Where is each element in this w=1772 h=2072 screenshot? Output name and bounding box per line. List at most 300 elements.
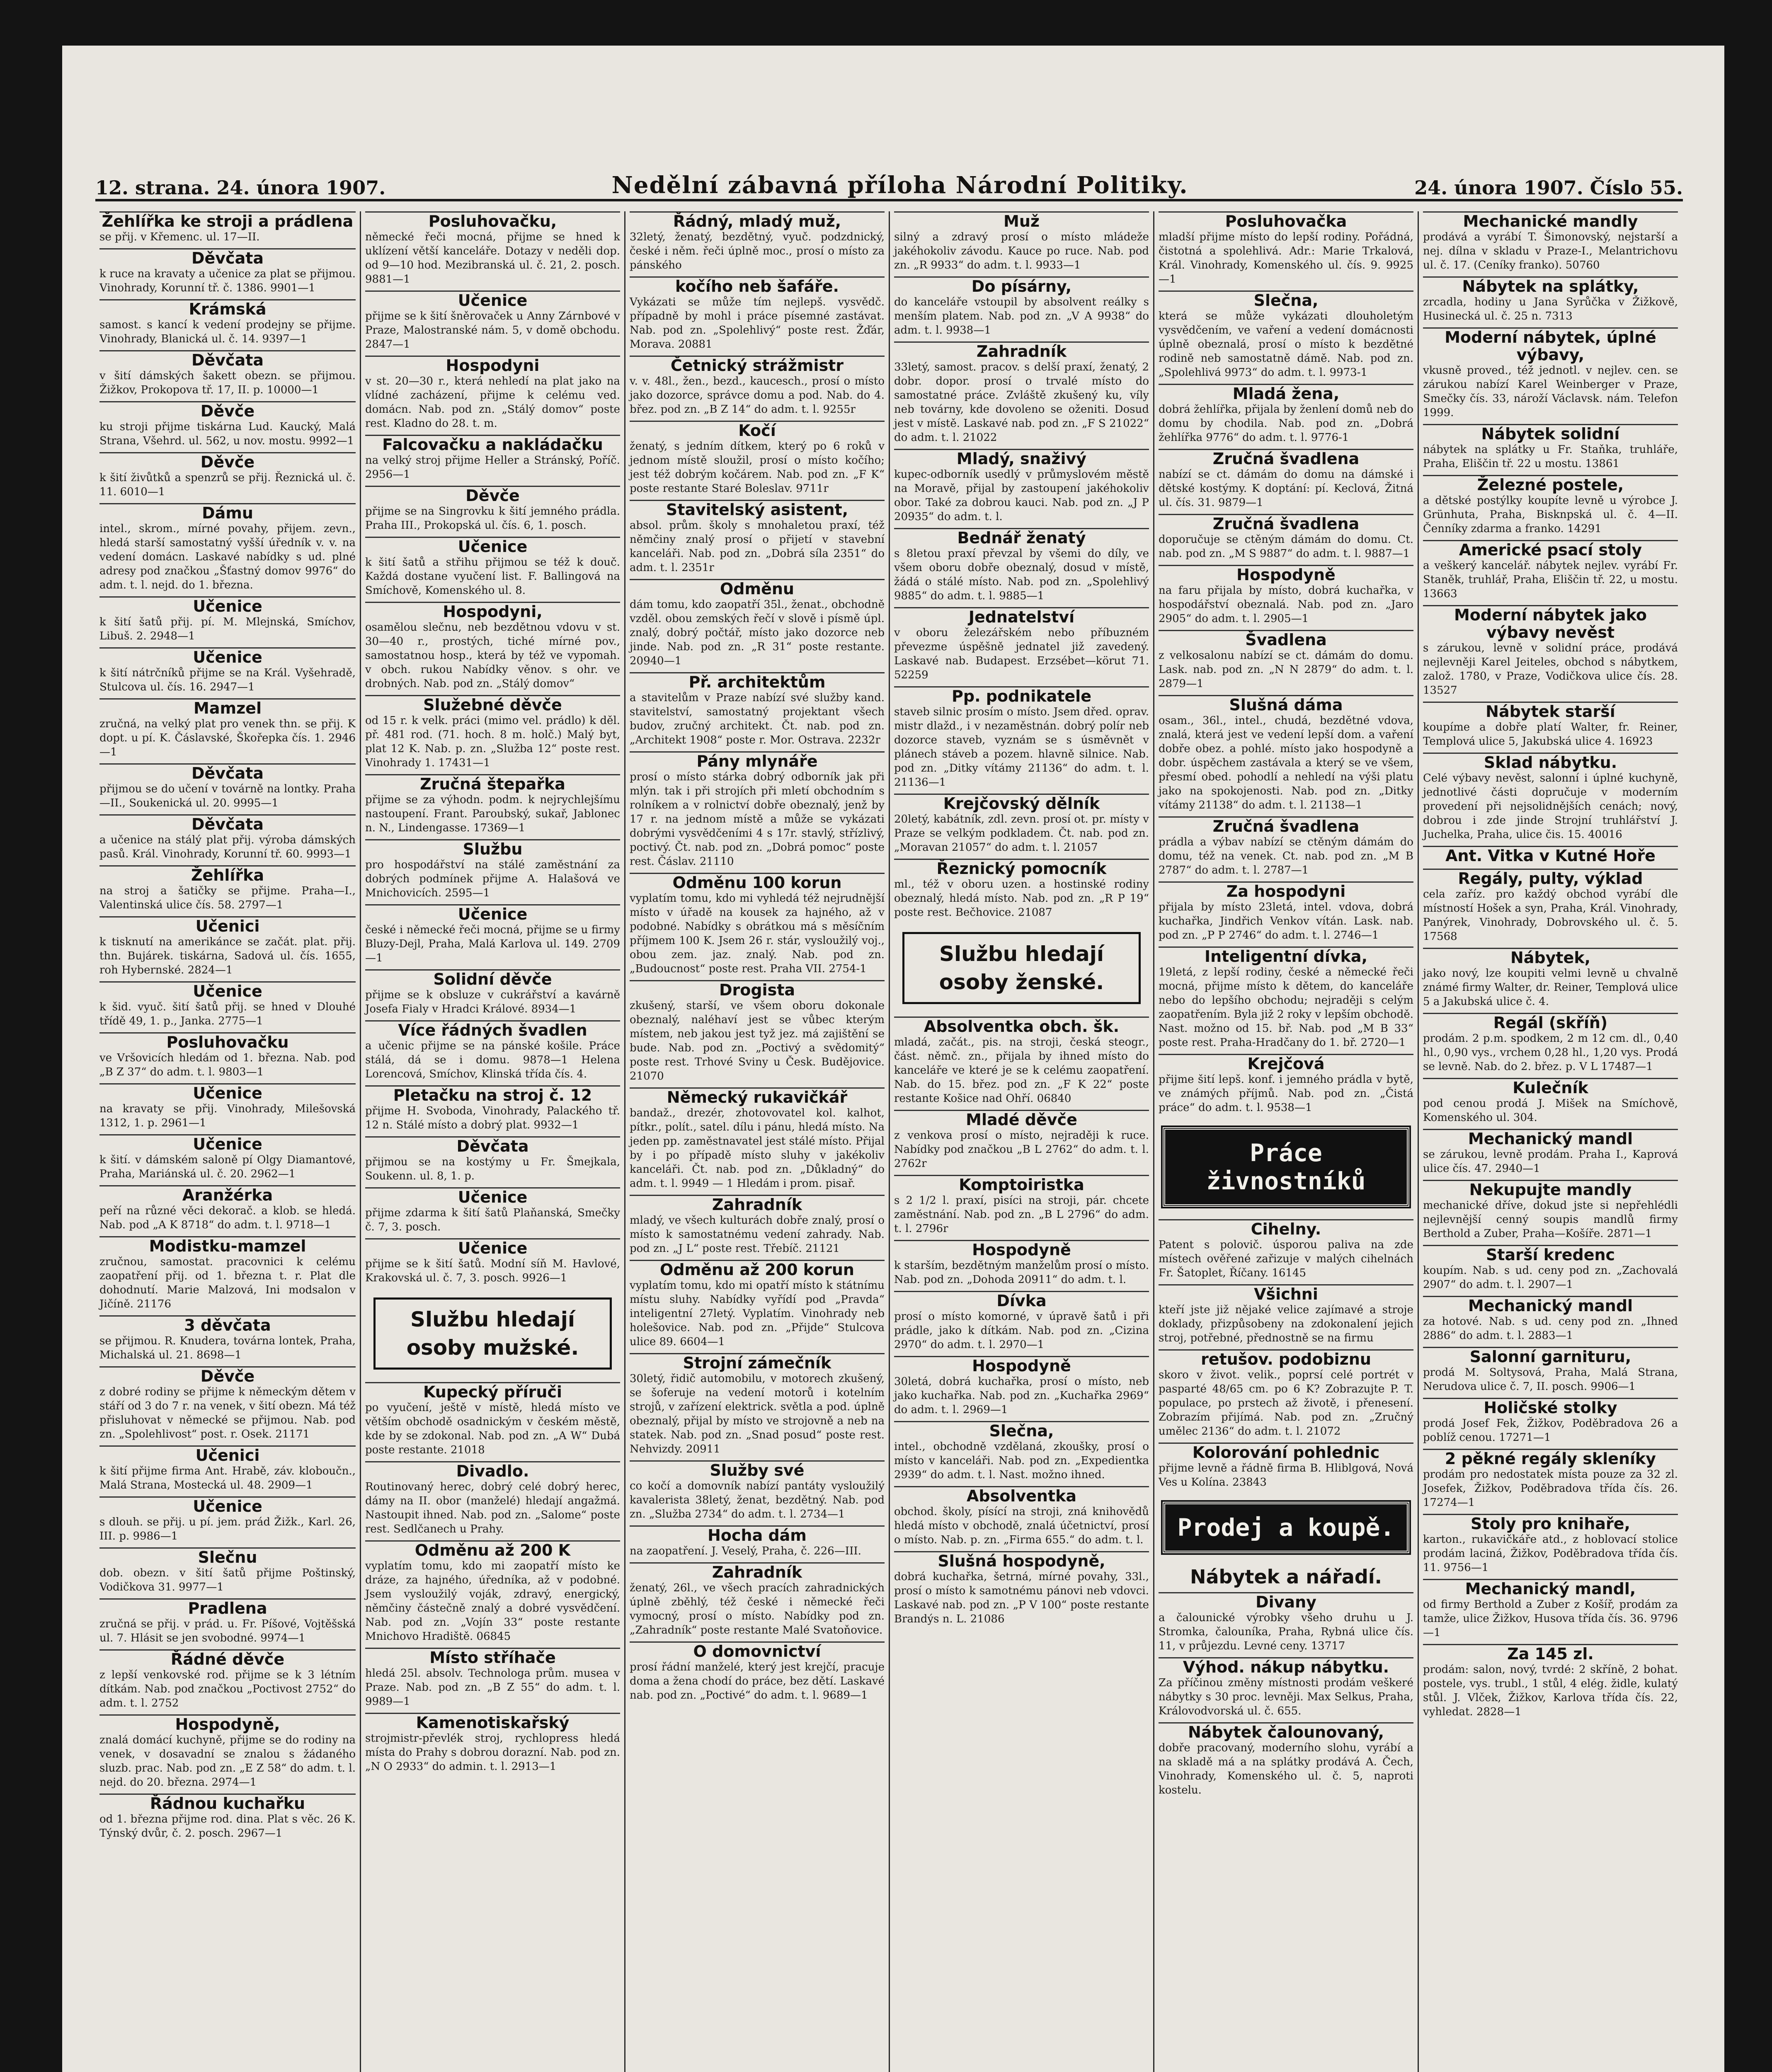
- classified-ad: [630, 1260, 885, 1349]
- ad-text: české i německé řeči mocná, přijme se u firmy Bluzy-Dejl, Praha, Malá Karlova ul. 149. 2709—1: [365, 924, 620, 964]
- ad-heading: Kupecký příruči: [365, 1382, 620, 1401]
- ad-text: od firmy Berthold a Zuber z Košíř, prodám za tamže, ulice Žižkov, Husova třída čís. 36. 9796—1: [1423, 1598, 1678, 1639]
- classified-ad: [365, 290, 620, 351]
- ad-heading: Regály, pulty, výklad: [1423, 869, 1678, 887]
- ad-text: k šití živůtků a spenzrů se přij. Řeznická ul. č. 11. 6010—1: [99, 472, 356, 498]
- ad-heading: Krejčovský dělník: [894, 794, 1149, 812]
- classified-ad: [365, 1713, 620, 1774]
- ad-heading: Pletačku na stroj č. 12: [365, 1085, 620, 1104]
- ad-text: přijmou se do učení v továrně na lontky. Praha—II., Soukenická ul. 20. 9995—1: [99, 783, 356, 809]
- classified-ad: [630, 1353, 885, 1456]
- classified-ad: [1159, 630, 1413, 691]
- classified-ad: [99, 1794, 356, 1840]
- classified-ad: [1159, 384, 1413, 445]
- ad-heading: Dámu: [99, 503, 356, 522]
- classified-ad: [1423, 276, 1678, 323]
- ad-heading: Žehlířka ke stroji a prádlena: [99, 211, 356, 230]
- classified-ad: [1159, 290, 1413, 380]
- classified-ad: [99, 299, 356, 346]
- ad-text: obchod. školy, písící na stroji, zná knihovědů hledá místo v obchodě, znalá účetnictví, prosí o místo. Nab. p. zn. „Firma 655.“ do adm. t. l.: [894, 1506, 1149, 1546]
- ad-heading: Děvčata: [99, 248, 356, 267]
- ad-text: prodám. 2 p.m. spodkem, 2 m 12 cm. dl., 0,40 hl., 0,90 vys., vrchem 0,28 hl., 1,20 vys. Prodá se levně. Nab. do 2. břez. p. V L 17487—1: [1423, 1032, 1678, 1073]
- column-5: [1153, 211, 1418, 2072]
- classified-ad: [894, 859, 1149, 920]
- classified-ad: [1159, 1657, 1413, 1718]
- classified-ad: [365, 774, 620, 835]
- classified-ad: [1159, 1592, 1413, 1653]
- ad-heading: Nábytek solidní: [1423, 424, 1678, 443]
- ad-heading: Odměnu až 200 korun: [630, 1260, 885, 1278]
- ad-heading: Posluhovačku: [99, 1032, 356, 1051]
- ad-text: prodám: salon, nový, tvrdé: 2 skříně, 2 bohat. postele, vys. trubl., 1 stůl, 4 elég. židle, kulatý stůl. J. Vlček, Žižkov, Karlova třída čís. 22, vyhledat. 2828—1: [1423, 1663, 1678, 1718]
- ad-heading: Učenice: [99, 1083, 356, 1102]
- classified-ad: [99, 1445, 356, 1492]
- classified-ad: [894, 1551, 1149, 1626]
- classified-ad: [630, 356, 885, 416]
- ad-text: k tisknutí na amerikánce se začát. plat. přij. thn. Bujárek. tiskárna, Sadová ul. čís. 1655, roh Hybernské. 2824—1: [99, 936, 356, 976]
- ad-heading: Zručná švadlena: [1159, 449, 1413, 467]
- classified-ad: [99, 698, 356, 759]
- ad-text: prosí o místo komorné, v úpravě šatů i při prádle, jako k dítkám. Nab. pod zn. „Cizina 2970“ do adm. t. l. 2970—1: [894, 1310, 1149, 1351]
- ad-text: silný a zdravý prosí o místo mládeže jakéhokoliv závodu. Kauce po ruce. Nab. pod zn. „R 9933“ do adm. t. l. 9933—1: [894, 231, 1149, 271]
- ad-heading: Děvče: [99, 452, 356, 471]
- classified-ad: [630, 1460, 885, 1521]
- ad-heading: Za hospodyni: [1159, 881, 1413, 900]
- classified-ad: [99, 452, 356, 499]
- ad-text: prodává a vyrábí T. Šimonovský, nejstarší a nej. dílna v skladu v Praze-I., Melantrichovu ul. č. 17. (Ceníky franko). 50760: [1423, 231, 1678, 271]
- ad-text: přijme se na Singrovku k šití jemného prádla. Praha III., Prokopská ul. čís. 6, 1. posch.: [365, 505, 620, 532]
- ad-heading: Německý rukavičkář: [630, 1087, 885, 1106]
- classified-ad: [99, 596, 356, 643]
- ad-heading: Mechanický mandl,: [1423, 1579, 1678, 1598]
- classified-ad: [365, 1238, 620, 1285]
- classified-ad: [1423, 948, 1678, 1009]
- ad-heading: Divany: [1159, 1592, 1413, 1611]
- ad-text: a veškerý kancelář. nábytek nejlev. vyrábí Fr. Staněk, truhlář, Praha, Eliščin tř. 22, u mostu. 13663: [1423, 559, 1678, 600]
- ad-heading: Děvče: [365, 486, 620, 504]
- ad-heading: Učenice: [365, 904, 620, 923]
- classified-ad: [99, 1547, 356, 1594]
- ad-text: a dětské postýlky koupíte levně u výrobce J. Grünhuta, Praha, Bisknpská ul. č. 4—II. Čenníky zdarma a franko. 14291: [1423, 494, 1678, 535]
- header-title: Nedělní zábavná příloha Národní Politiky.: [611, 172, 1188, 199]
- classified-ad: [365, 1461, 620, 1536]
- classified-ad: [1423, 753, 1678, 842]
- ad-heading: Krámská: [99, 299, 356, 318]
- ad-text: se přij. v Křemenc. ul. 17—II.: [99, 231, 260, 243]
- classified-ad: [99, 814, 356, 861]
- ad-text: k šití šatů a střihu přijmou se též k douč. Každá dostane vyučení list. F. Ballingová na Smíchově, Komenského ul. 8.: [365, 556, 620, 597]
- classified-ad: [894, 1175, 1149, 1236]
- ad-heading: Řeznický pomocník: [894, 859, 1149, 877]
- ad-text: a čalounické výrobky všeho druhu u J. Stromka, čalouníka, Praha, Rybná ulice čís. 11, v průjezdu. Levné ceny. 13717: [1159, 1612, 1413, 1652]
- ad-text: 33letý, samost. pracov. s delší praxí, ženatý, 2 dobr. dopor. prosí o trvalé místo do samostatné práce. Zvláště zkušený ku, víly neb továrny, kde dovoleno se oženiti. Dosud jest v místě. Laskavé nab. pod zn. „F S 21022“ do adm. t. l. 21022: [894, 361, 1149, 444]
- ad-heading: Učenice: [365, 537, 620, 555]
- ad-text: vyplatím tomu, kdo mi opatří místo k státnímu místu sluhy. Nabídky vyřídí pod „Pravda“ inteligentní 27letý. Vyplatím. Vinohrady neb holešovice. Nab. pod zn. „Přijde“ Stulcova ulice 89. 6604—1: [630, 1279, 885, 1348]
- classified-ad: [1423, 702, 1678, 748]
- classified-ad: [1159, 1284, 1413, 1345]
- ad-text: osam., 36l., intel., chudá, bezdětné vdova, znalá, která jest ve vedení lepší dom. a vaření dobře obez. a pohlé. místo jako hospodyně a dobr. úspěchem zastávala a který se ve všem, přesmí obed. pohodlí a nehledí na výši platu jako na spokojenosti. Nab. pod zn. „Ditky vítámy 21138“ do adm. t. l. 21138—1: [1159, 714, 1413, 811]
- classified-ad: [365, 486, 620, 533]
- classified-ad: [99, 1496, 356, 1543]
- ad-text: nabízí se ct. dámám do domu na dámské i dětské kostýmy. K doptání: pí. Keclová, Žitná ul. čís. 31. 9879—1: [1159, 468, 1413, 509]
- classified-ad: [1159, 1722, 1413, 1797]
- ad-text: a učenic přijme se na pánské košile. Práce stálá, dá se i domu. 9878—1 Helena Lorencová, Smíchov, Klinská třída čís. 4.: [365, 1040, 620, 1080]
- ad-heading: Starší kredenc: [1423, 1245, 1678, 1264]
- ad-heading: Posluhovačka: [1159, 211, 1413, 230]
- ad-heading: Zručná štepařka: [365, 774, 620, 793]
- classified-ad: [365, 1020, 620, 1081]
- ad-text: se přijmou. R. Knudera, továrna lontek, Praha, Michalská ul. 21. 8698—1: [99, 1335, 356, 1361]
- ad-heading: Služby své: [630, 1460, 885, 1479]
- ad-heading: Odměnu až 200 K: [365, 1540, 620, 1559]
- ad-text: na stroj a šatičky se přijme. Praha—I., Valentinská ulice čís. 58. 2797—1: [99, 885, 356, 911]
- ad-heading: Řádnou kuchařku: [99, 1794, 356, 1812]
- ad-heading: Kulečník: [1423, 1078, 1678, 1097]
- ad-heading: Divadlo.: [365, 1461, 620, 1480]
- ad-text: samost. s kancí k vedení prodejny se přijme. Vinohrady, Blanická ul. č. 14. 9397—1: [99, 319, 356, 345]
- ad-text: s 2 1/2 l. praxí, pisíci na stroji, pár. chcete zaměstnání. Nab. pod zn. „B L 2796“ do adm. t. l. 2796r: [894, 1194, 1149, 1235]
- classified-ad: [1423, 846, 1678, 864]
- section-heading-women: Službu hledají osoby ženské.: [902, 932, 1141, 1004]
- classified-ad: [365, 969, 620, 1016]
- classified-ad: [1423, 605, 1678, 697]
- ad-text: přijme se k obsluze v cukrářství a kavárně Josefa Fialy v Hradci Králové. 8934—1: [365, 989, 620, 1015]
- ad-text: vyplatím tomu, kdo mi vyhledá též nejrudnější místo v úřadě na kousek za hajného, až v podobné. Nabídky s obrátkou má s měsíčním příjmem 100 K. Jsem 26 r. stár, vysloužilý voj., obou zem. jaz. znalý. Nab. pod zn. „Budoucnost“ poste rest. Praha VII. 2754-1: [630, 892, 885, 975]
- classified-ad: [894, 1291, 1149, 1352]
- ad-text: mladá, začát., pis. na stroji, česká steogr., část. němč. zn., přijala by ihned místo do kanceláře ve které je se k celému zaopatření. Nab. do 15. břez. pod zn. „F K 22“ poste restante Košice nad Ohří. 06840: [894, 1036, 1149, 1105]
- ad-text: z lepší venkovské rod. přijme se k 3 létním dítkám. Nab. pod značkou „Poctivost 2752“ do adm. t. l. 2752: [99, 1669, 356, 1709]
- ad-text: a stavitelům v Praze nabízí své služby kand. stavitelství, samostatný projektant všech budov, zručný architekt. Čt. nab. pod zn. „Architekt 1908“ poste r. Mor. Ostrava. 2232r: [630, 692, 885, 746]
- header-right: 24. února 1907. Číslo 55.: [1414, 177, 1683, 199]
- classified-ad: [894, 341, 1149, 445]
- ad-text: dob. obezn. v šití šatů přijme Poštinský, Vodičkova 31. 9977—1: [99, 1567, 356, 1593]
- ad-heading: Sklad nábytku.: [1423, 753, 1678, 771]
- ad-text: přijmou se na kostýmy u Fr. Šmejkala, Soukenn. ul. 8, 1. p.: [365, 1156, 620, 1182]
- classified-ad: [1423, 1398, 1678, 1445]
- ad-text: zkušený, starší, ve všem oboru dokonale obeznalý, naléhaví jest se vůbec kterým místem, neb jakou jest tyž jez. má zajištění se bude. Nab. pod zn. „Poctivý a svědomitý“ poste rest. Trhové Sviny u Česk. Budějovice. 21070: [630, 1000, 885, 1082]
- classified-ad: [1423, 475, 1678, 536]
- classified-ad: [1159, 946, 1413, 1050]
- classified-ad: [894, 1356, 1149, 1417]
- classified-ad: [1159, 1219, 1413, 1280]
- ad-text: 20letý, kabátník, zdl. zevn. prosí ot. pr. místy v Praze se velkým podkladem. Čt. nab. pod zn. „Moravan 21057“ do adm. t. l. 21057: [894, 813, 1149, 854]
- ad-text: 30letý, řidič automobilu, v motorech zkušený, se šoferuje na vedení motorů i kotelním strojů, v zařízení elektrick. světla a pod. úplně obeznalý, přijal by místo ve strojovně a neb na statek. Nab. pod zn. „Snad posud“ poste rest. Nehvizdy. 20911: [630, 1372, 885, 1455]
- classified-ad: [1423, 1514, 1678, 1575]
- classified-ad: [1423, 540, 1678, 601]
- ad-text: skoro v život. velik., poprsí celé portrét v pasparté 48/65 cm. po 6 K? Zobrazujte P. T. populace, po prstech až životě, i přenesení. Zobrazím přijímá. Nab. pod zn. „Zručný umělec 2136“ do adm. t. l. 21072: [1159, 1369, 1413, 1438]
- ad-heading: Mladý, snaživý: [894, 449, 1149, 467]
- ad-text: Vykázati se může tím nejlepš. vysvědč. případně by mohl i práce písemné zastávat. Nab. pod zn. „Spolehlivý“ poste rest. Žďár, Morava. 20881: [630, 296, 885, 351]
- classified-ad: [365, 1085, 620, 1132]
- classified-ad: [1159, 514, 1413, 561]
- ad-heading: Slušná hospodyně,: [894, 1551, 1149, 1570]
- subheading-furniture: Nábytek a nářadí.: [1190, 1566, 1382, 1588]
- ad-text: ku stroji přijme tiskárna Lud. Kaucký, Malá Strana, Všehrd. ul. 562, u nov. mostu. 9992—1: [99, 421, 356, 447]
- ad-text: od 1. března přijme rod. dina. Plat s věc. 26 K. Týnský dvůr, č. 2. posch. 2967—1: [99, 1813, 356, 1840]
- ad-heading: Muž: [894, 211, 1149, 230]
- ad-heading: Nábytek čalounovaný,: [1159, 1722, 1413, 1741]
- classified-ad: [894, 1421, 1149, 1482]
- ad-heading: Četnický strážmistr: [630, 356, 885, 374]
- ad-heading: 3 děvčata: [99, 1315, 356, 1334]
- classified-ad: [99, 981, 356, 1028]
- ad-text: s 8letou praxí převzal by všemi do díly, ve všem oboru dobře obeznalý, dosud v místě, žádá o stálé místo. Nab. pod zn. „Spolehlivý 9885“ do adm. t. l. 9885—1: [894, 547, 1149, 602]
- ad-text: přijme se k šití šněrovaček u Anny Zárnbové v Praze, Malostranské nám. 5, v domě obchodu. 2847—1: [365, 310, 620, 351]
- classified-ad: [99, 1032, 356, 1079]
- ad-heading: O domovnictví: [630, 1641, 885, 1660]
- ad-text: bandaž., drezér, zhotovovatel kol. kalhot, pítkr., polít., satel. dílu i pánu, hledá místo. Na jeden pp. zaměstnavatel jest stálé místo. Přijal by i po případě místo sluhy v jakékoliv kanceláři. Čt. nab. pod zn. „Důkladný“ do adm. t. l. 9949 — 1 Hledám i prom. pisař.: [630, 1107, 885, 1190]
- classified-ad: [630, 980, 885, 1083]
- ad-heading: Holičské stolky: [1423, 1398, 1678, 1416]
- classified-ad: [630, 276, 885, 351]
- ad-text: k šití šatů přij. pí. M. Mlejnská, Smíchov, Libuš. 2. 2948—1: [99, 616, 356, 642]
- classified-ad: [365, 537, 620, 598]
- ad-text: 30letá, dobrá kuchařka, prosí o místo, neb jako kuchařka. Nab. pod zn. „Kuchařka 2969“ do adm. t. l. 2969—1: [894, 1375, 1149, 1416]
- ad-heading: Děvče: [99, 1366, 356, 1385]
- header-left: 12. strana. 24. února 1907.: [95, 177, 386, 199]
- column-1: [95, 211, 360, 2072]
- ad-text: dám tomu, kdo zaopatří 35l., ženat., obchodně vzděl. obou zemských řečí v slově i písmě úpl. znalý, dobrý počtář, místo jako dozorce neb jinde. Nab. pod zn. „R 31“ poste restante. 20940—1: [630, 598, 885, 667]
- ad-heading: Žehlířka: [99, 865, 356, 884]
- ad-heading: Př. architektům: [630, 672, 885, 691]
- ad-heading: Hospodyně: [894, 1240, 1149, 1259]
- ad-text: k ruce na kravaty a učenice za plat se přijmou. Vinohrady, Korunní tř. č. 1386. 9901—1: [99, 268, 356, 294]
- ad-text: nábytek na splátky u Fr. Staňka, truhláře, Praha, Eliščin tř. 22 u mostu. 13861: [1423, 443, 1678, 470]
- ad-heading: Zručná švadlena: [1159, 514, 1413, 533]
- classified-ad: [365, 1136, 620, 1183]
- ad-text: k šití. v dámském saloně pí Olgy Diamantové, Praha, Mariánská ul. č. 20. 2962—1: [99, 1154, 356, 1180]
- ad-text: kteří jste již nějaké velice zajímavé a stroje doklady, přizpůsobeny na zdokonalení jejich stroj, potřebné, přednostně se na firmu: [1159, 1304, 1413, 1344]
- ad-text: prodá Josef Fek, Žižkov, Poděbradova 26 a poblíž cenou. 17271—1: [1423, 1417, 1678, 1444]
- classified-ad: [99, 350, 356, 397]
- classified-ad: [1423, 424, 1678, 471]
- ad-heading: Zahradník: [894, 341, 1149, 360]
- ad-heading: Učenice: [365, 290, 620, 309]
- ad-text: pro hospodářství na stálé zaměstnání za dobrých podmínek přijme A. Halašová ve Mnichovicích. 2595—1: [365, 859, 620, 899]
- classified-ad: [894, 1017, 1149, 1106]
- ad-text: cela zaříz. pro každý obchod vyrábí dle místností Hošek a syn, Praha, Král. Vinohrady, Panýrek, Vinohrady, Dobrovského ul. č. 5. 17568: [1423, 888, 1678, 943]
- ad-heading: Strojní zámečník: [630, 1353, 885, 1372]
- ad-heading: Mechanický mandl: [1423, 1129, 1678, 1147]
- ad-heading: Slečna,: [1159, 290, 1413, 309]
- ad-text: ml., též v oboru uzen. a hostinské rodiny obeznalý, hledá místo. Nab. pod zn. „R P 19“ poste rest. Bečhovice. 21087: [894, 878, 1149, 919]
- ad-text: k starším, bezdětným manželům prosí o místo. Nab. pod zn. „Dohoda 20911“ do adm. t. l.: [894, 1259, 1149, 1286]
- ad-text: vkusně proved., též jednotl. v nejlev. cen. se zárukou nabízí Karel Weinberger v Praze, Smečky čís. 33, nároží Václavsk. nám. Telefon 1999.: [1423, 364, 1678, 419]
- ad-heading: Hospodyně: [894, 1356, 1149, 1375]
- ad-text: zručná, na velký plat pro venek thn. se přij. K dopt. u pí. K. Čáslavské, Škořepka čís. 1. 2946—1: [99, 718, 356, 758]
- ad-heading: Dívka: [894, 1291, 1149, 1310]
- classified-ad: [99, 865, 356, 912]
- classified-ad: [99, 763, 356, 810]
- banner-sale: Prodej a koupě.: [1163, 1502, 1409, 1553]
- ad-heading: Hospodyně,: [99, 1714, 356, 1733]
- ad-text: na velký stroj přijme Heller a Stránský, Poříč. 2956—1: [365, 454, 620, 481]
- ad-heading: Moderní nábytek jako výbavy nevěst: [1423, 605, 1678, 641]
- ad-text: přijme zdarma k šití šatů Plaňanská, Smečky č. 7, 3. posch.: [365, 1207, 620, 1233]
- columns: [95, 211, 1683, 2072]
- ad-heading: Kamenotiskařský: [365, 1713, 620, 1731]
- ad-text: pod cenou prodá J. Mišek na Smíchově, Komenského ul. 304.: [1423, 1097, 1678, 1124]
- ad-heading: Služebné děvče: [365, 695, 620, 714]
- classified-ad: [1423, 1644, 1678, 1719]
- ad-text: se zárukou, levně prodám. Praha I., Kaprová ulice čís. 47. 2940—1: [1423, 1148, 1678, 1175]
- ad-text: Za příčinou změny místnosti prodám veškeré nábytky s 30 proc. levněji. Max Selkus, Praha, Královodvorská ul. č. 655.: [1159, 1677, 1413, 1717]
- ad-text: přijme se k šití šatů. Modní síň M. Havlové, Krakovská ul. č. 7, 3. posch. 9926—1: [365, 1258, 620, 1284]
- ad-text: z dobré rodiny se přijme k německým dětem v stáří od 3 do 7 r. na venek, v šití obezn. Má též přisluhovat v německé se přijmou. Nab. pod zn. „Spolehlivost“ post. r. Osek. 21171: [99, 1386, 356, 1440]
- ad-text: prosí řádní manželé, který jest krejčí, pracuje doma a žena chodí do práce, bez dětí. Laskavé nab. pod zn. „Poctivé“ do adm. t. l. 9689—1: [630, 1661, 885, 1702]
- ad-text: která se může vykázati dlouholetým vysvědčením, ve vaření a vedení domácnosti úplně obeznalá, prosí o místo k bezdětné rodině neb samostatně dámě. Nab. pod zn. „Spolehlivá 9973“ do adm. t. l. 9973-1: [1159, 310, 1413, 379]
- classified-ad: [630, 579, 885, 668]
- ad-text: z velkosalonu nabízí se ct. dámám do domu. Lask. nab. pod zn. „N N 2879“ do adm. t. l. 2879—1: [1159, 649, 1413, 690]
- classified-ad: [630, 1525, 885, 1558]
- ad-text: intel., skrom., mírné povahy, přijem. zevn., hledá starší samostatný vyšší úředník v. v. na vedení domácn. Laskavé nabídky s ud. plné adresy pod značkou „Šťastný domov 9976“ do adm. t. l. nejd. do 1. března.: [99, 523, 356, 591]
- ad-heading: Mamzel: [99, 698, 356, 717]
- ad-text: po vyučení, ještě v místě, hledá místo ve větším obchodě osadnickým v českém městě, kde by se zdokonal. Nab. pod zn. „A W“ Dubá poste restante. 21018: [365, 1402, 620, 1456]
- classified-ad: [99, 1714, 356, 1789]
- ad-text: osamělou slečnu, neb bezdětnou vdovu v st. 30—40 r., prostých, tiché mírné pov., samostatnou hosp., která by též ve vypomah. v obch. rukou Nabídky věnov. s ohr. ve drobných. Nab. pod zn. „Stálý domov“: [365, 621, 620, 690]
- ad-text: koupím. Nab. s ud. ceny pod zn. „Zachovalá 2907“ do adm. t. l. 2907—1: [1423, 1264, 1678, 1291]
- classified-ad: [1159, 565, 1413, 626]
- ad-text: přijala by místo 23letá, intel. vdova, dobrá kuchařka, Jindřich Venkov vítán. Lask. nab. pod zn. „P P 2746“ do adm. t. l. 2746—1: [1159, 901, 1413, 942]
- ad-text: na zaopatření. J. Veselý, Praha, č. 226—III.: [630, 1545, 861, 1557]
- classified-ad: [99, 248, 356, 295]
- classified-ad: [1423, 1449, 1678, 1510]
- ad-text: za hotové. Nab. s ud. ceny pod zn. „Ihned 2886“ do adm. t. l. 2883—1: [1423, 1315, 1678, 1342]
- ad-heading: Učenice: [99, 647, 356, 666]
- ad-heading: Řádné děvče: [99, 1649, 356, 1668]
- classified-ad: [99, 916, 356, 977]
- classified-ad: [365, 1187, 620, 1234]
- column-2: [360, 211, 624, 2072]
- ad-text: ženatý, s jedním dítkem, který po 6 roků v jednom místě sloužil, prosí o místo kočího; jest též dobrým kočárem. Nab. pod zn. „F K“ poste restante Staré Boleslav. 9711r: [630, 440, 885, 495]
- classified-ad: [630, 421, 885, 496]
- ad-text: absol. prům. školy s mnohaletou praxí, též němčiny znalý prosí o přijetí v stavební kanceláři. Nab. pod zn. „Dobrá síla 2351“ do adm. t. l. 2351r: [630, 519, 885, 574]
- classified-ad: [894, 1110, 1149, 1171]
- classified-ad: [894, 528, 1149, 603]
- classified-ad: [1423, 1078, 1678, 1125]
- ad-text: dobře pracovaný, moderního slohu, vyrábí a na skladě má a na splátky prodává A. Čech, Vinohrady, Komenského ul. č. 5, naproti kostelu.: [1159, 1742, 1413, 1796]
- ad-heading: Více řádných švadlen: [365, 1020, 620, 1039]
- ad-heading: Kolorování pohlednic: [1159, 1443, 1413, 1461]
- ad-heading: Děvčata: [99, 763, 356, 782]
- ad-heading: Mechanický mandl: [1423, 1296, 1678, 1314]
- ad-text: jako nový, lze koupiti velmi levně u chvalně známé firmy Walter, dr. Reiner, Templová ulice 5 a Jakubská ulice č. 4.: [1423, 967, 1678, 1008]
- ad-text: Celé výbavy nevěst, salonní i úplné kuchyně, jednotlivé části dopručuje v moderním provedení při nejsolidnějších cenách; nový, dobrou i zde jinde Strojní truhlářství J. Juchelka, Praha, ulice čis. 15. 40016: [1423, 772, 1678, 841]
- ad-text: v šití dámských šakett obezn. se přijmou. Žižkov, Prokopova tř. 17, II. p. 10000—1: [99, 370, 356, 396]
- ad-heading: Železné postele,: [1423, 475, 1678, 494]
- ad-text: v oboru železářském nebo příbuzném převezme úspěšně jednatel již zavedený. Laskavé nab. Budapest. Erzsébet—körut 71. 52259: [894, 627, 1149, 681]
- ad-text: k šití přijme firma Ant. Hrabě, záv. kloboučn., Malá Strana, Mostecká ul. 48. 2909—1: [99, 1465, 356, 1491]
- classified-ad: [894, 211, 1149, 272]
- classified-ad: [1423, 1245, 1678, 1292]
- classified-ad: [1159, 881, 1413, 942]
- ad-heading: Švadlena: [1159, 630, 1413, 649]
- ad-heading: Nábytek starší: [1423, 702, 1678, 720]
- ad-heading: Inteligentní dívka,: [1159, 946, 1413, 965]
- ad-heading: Absolventka: [894, 1486, 1149, 1505]
- ad-text: prádla a výbav nabízí se ctěným dámám do domu, též na venek. Ct. nab. pod zn. „M B 2787“ do adm. t. l. 2787—1: [1159, 836, 1413, 876]
- classified-ad: [630, 1087, 885, 1191]
- classified-ad: [894, 686, 1149, 789]
- classified-ad: [894, 607, 1149, 682]
- ad-text: z venkova prosí o místo, nejraději k ruce. Nabídky pod značkou „B L 2762“ do adm. t. l. 2762r: [894, 1129, 1149, 1170]
- classified-ad: [1159, 1443, 1413, 1489]
- classified-ad: [365, 356, 620, 431]
- ad-heading: Všichni: [1159, 1284, 1413, 1303]
- classified-ad: [1159, 211, 1413, 286]
- classified-ad: [1423, 1347, 1678, 1394]
- classified-ad: [630, 500, 885, 575]
- ad-text: hledá 25l. absolv. Technologa prům. musea v Praze. Nab. pod zn. „B Z 55“ do adm. t. l. 9989—1: [365, 1667, 620, 1708]
- ad-text: prodám pro nedostatek místa pouze za 32 zl. Josefek, Žižkov, Poděbradova třída čís. 26. 17274—1: [1423, 1468, 1678, 1509]
- ad-heading: Komptoiristka: [894, 1175, 1149, 1193]
- ad-heading: Kočí: [630, 421, 885, 439]
- ad-text: od 15 r. k velk. práci (mimo vel. prádlo) k děl. př. 481 rod. (71. hoch. 8 m. holč.) Malý byt, plat 12 K. Nab. p. zn. „Služba 12“ poste rest. Vinohrady 1. 17431—1: [365, 714, 620, 769]
- classified-ad: [365, 695, 620, 770]
- ad-text: co kočí a domovník nabízí pantáty vysloužilý kavalerista 38letý, ženat, bezdětný. Nab. pod zn. „Služba 2734“ do adm. t. l. 2734—1: [630, 1480, 885, 1520]
- ad-heading: Místo stříhače: [365, 1648, 620, 1666]
- classified-ad: [894, 1240, 1149, 1287]
- ad-text: Routinovaný herec, dobrý celé dobrý herec, dámy na II. obor (manželé) hledají angažmá. Nastoupit ihned. Nab. pod zn. „Salome“ poste rest. Sedlčanech u Prahy.: [365, 1481, 620, 1535]
- classified-ad: [1423, 869, 1678, 944]
- ad-text: kupec-odborník usedlý v průmyslovém městě na Moravě, přijal by zastoupení jakéhokoliv obor. Také za dobrou kauci. Nab. pod zn. „J P 20935“ do adm. t. l.: [894, 468, 1149, 523]
- ad-heading: Moderní nábytek, úplné výbavy,: [1423, 327, 1678, 363]
- classified-ad: [99, 647, 356, 694]
- ad-text: peří na různé věci dekorač. a klob. se hledá. Nab. pod „A K 8718“ do adm. t. l. 9718—1: [99, 1205, 356, 1231]
- ad-heading: Mechanické mandly: [1423, 211, 1678, 230]
- ad-heading: Ant. Vitka v Kutné Hoře: [1423, 846, 1678, 864]
- ad-heading: Jednatelství: [894, 607, 1149, 626]
- ad-heading: Absolventka obch. šk.: [894, 1017, 1149, 1035]
- ad-text: s dlouh. se přij. u pí. jem. prád Žižk., Karl. 26, III. p. 9986—1: [99, 1516, 356, 1542]
- ad-heading: Mladé děvče: [894, 1110, 1149, 1128]
- ad-heading: Modistku-mamzel: [99, 1236, 356, 1255]
- classified-ad: [630, 1641, 885, 1702]
- ad-text: karton., rukavičkáře atd., z hoblovací stolice prodám laciná, Žižkov, Poděbradova třída čís. 11. 9756—1: [1423, 1533, 1678, 1574]
- ad-text: ženatý, 26l., ve všech pracích zahradnických úplně zběhlý, též české i německé řeči vymocný, prosí o místo. Nabídky pod zn. „Zahradník“ poste restante Malé Svatoňovice.: [630, 1582, 885, 1636]
- ad-heading: Falcovačku a nakládačku: [365, 435, 620, 453]
- classified-ad: [894, 276, 1149, 337]
- classified-ad: [365, 602, 620, 691]
- ad-heading: Mladá žena,: [1159, 384, 1413, 402]
- ad-heading: Odměnu: [630, 579, 885, 598]
- ad-heading: Nábytek,: [1423, 948, 1678, 966]
- classified-ad: [1159, 1054, 1413, 1115]
- classified-ad: [1423, 327, 1678, 420]
- ad-heading: Děvčata: [99, 350, 356, 369]
- page-header: [95, 166, 1683, 201]
- ad-heading: Výhod. nákup nábytku.: [1159, 1657, 1413, 1676]
- ad-heading: Americké psací stoly: [1423, 540, 1678, 559]
- classified-ad: [1159, 449, 1413, 510]
- classified-ad: [1159, 695, 1413, 812]
- classified-ad: [99, 1366, 356, 1441]
- ad-heading: Děvče: [99, 401, 356, 420]
- ad-heading: Pp. podnikatele: [894, 686, 1149, 705]
- ad-heading: Hocha dám: [630, 1525, 885, 1544]
- ad-heading: Salonní garnituru,: [1423, 1347, 1678, 1365]
- ad-text: na faru přijala by místo, dobrá kuchařka, v hospodářství obeznalá. Nab. pod zn. „Jaro 2905“ do adm. t. l. 2905—1: [1159, 584, 1413, 625]
- ad-text: mechanické dříve, dokud jste si nepřehlédli nejlevnější cenný soupis mandlů firmy Berthold a Zuber, Praha—Košíře. 2871—1: [1423, 1199, 1678, 1240]
- ad-text: intel., obchodně vzdělaná, zkoušky, prosí o místo v kanceláři. Nab. pod zn. „Expedientka 2939“ do adm. t. l. Nast. možno ihned.: [894, 1440, 1149, 1481]
- ad-text: mladší přijme místo do lepší rodiny. Pořádná, čistotná a spolehlivá. Adr.: Marie Trkalová, Král. Vinohrady, Komenského ul. čís. 9. 9925—1: [1159, 231, 1413, 286]
- ad-heading: Krejčová: [1159, 1054, 1413, 1072]
- ad-text: v st. 20—30 r., která nehledí na plat jako na vlídné zacházení, přijme k celému ved. domácn. Nab. pod zn. „Stálý domov“ poste rest. Kladno do 28. t. m.: [365, 375, 620, 430]
- ad-text: koupíme a dobře platí Walter, fr. Reiner, Templová ulice 5, Jakubská ulice 4. 16923: [1423, 721, 1678, 748]
- ad-text: k šití nátrčníků přijme se na Král. Vyšehradě, Stulcova ul. čís. 16. 2947—1: [99, 667, 356, 693]
- ad-text: na kravaty se přij. Vinohrady, Milešovská 1312, 1. p. 2961—1: [99, 1103, 356, 1129]
- ad-heading: Hospodyni: [365, 356, 620, 374]
